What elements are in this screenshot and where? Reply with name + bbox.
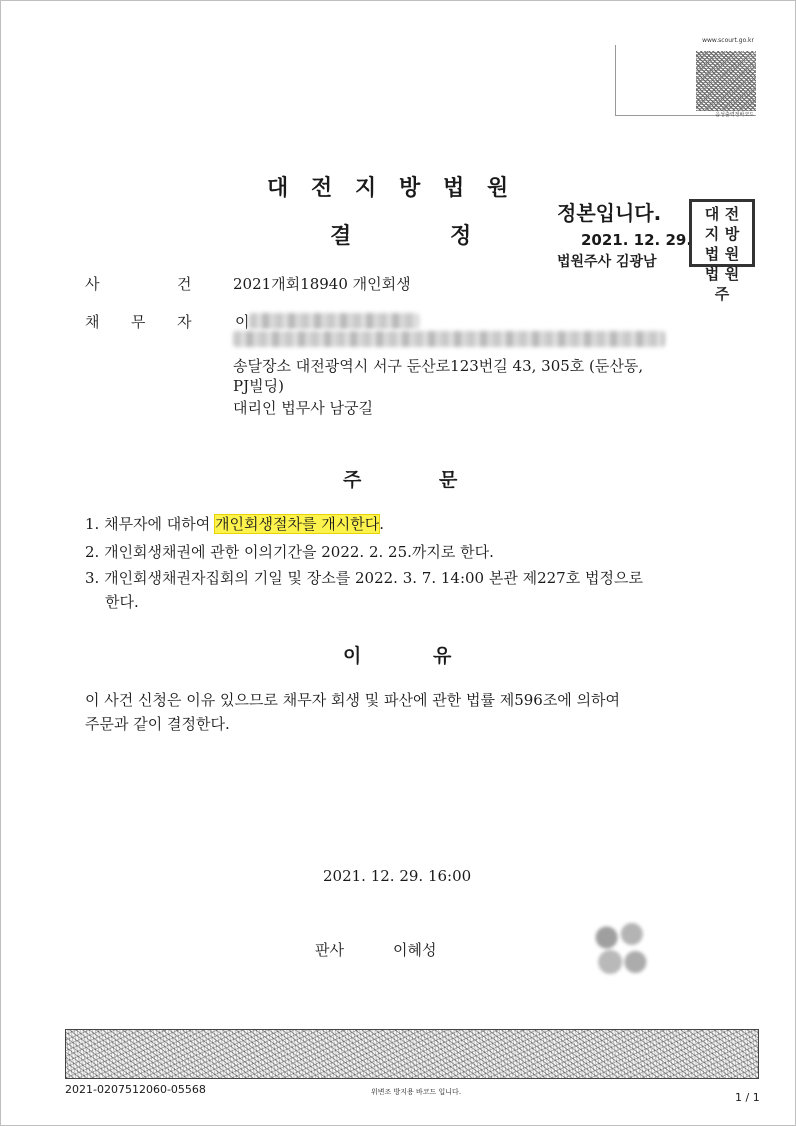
order-heading: 주 문: [343, 469, 458, 491]
document-number: 2021-0207512060-05568: [65, 1083, 206, 1096]
highlighted-commencement: 개인회생절차를 개시한다: [215, 515, 380, 533]
order-item-3-line2: 한다.: [105, 593, 139, 611]
debtor-agent: 대리인 법무사 남궁길: [233, 399, 373, 417]
service-address-line2: PJ빌딩): [233, 377, 284, 395]
service-address-line1: 송달장소 대전광역시 서구 둔산로123번길 43, 305호 (둔산동,: [233, 357, 644, 375]
document-title: 결 정: [330, 223, 472, 249]
case-label: 사 건: [85, 275, 192, 293]
judge-title: 판사: [315, 941, 344, 959]
certified-date: 2021. 12. 29.: [581, 231, 693, 249]
court-official-seal: 대 전 지 방 법 원 법 원 주: [689, 199, 755, 267]
order-item-1: 1. 채무자에 대하여 개인회생절차를 개시한다.: [85, 515, 384, 533]
barcode-notice: 위변조 방지용 바코드 입니다.: [371, 1088, 462, 1096]
barcode-url: www.scourt.go.kr: [702, 37, 754, 44]
reason-line1: 이 사건 신청은 이유 있으므로 채무자 회생 및 파산에 관한 법률 제596조에 의하여: [85, 691, 621, 709]
page-number: 1 / 1: [735, 1091, 760, 1104]
debtor-label: 채 무 자: [85, 313, 192, 331]
reason-line2: 주문과 같이 결정한다.: [85, 715, 230, 733]
certified-copy-label: 정본입니다.: [557, 201, 662, 225]
barcode-box: [615, 37, 756, 118]
barcode-pattern-icon: [696, 51, 756, 111]
court-name: 대 전 지 방 법 원: [267, 175, 509, 201]
barcode-caption: 음성출력정바코드: [715, 112, 754, 118]
case-number: 2021개회18940 개인회생: [233, 275, 411, 293]
decision-datetime: 2021. 12. 29. 16:00: [323, 867, 472, 885]
order-item-2: 2. 개인회생채권에 관한 이의기간을 2022. 2. 25.까지로 한다.: [85, 543, 494, 561]
debtor-name-visible: 이: [235, 313, 250, 331]
anti-forgery-barcode: [65, 1029, 759, 1079]
redacted-debtor-name: [249, 313, 419, 329]
judge-seal-icon: [585, 913, 657, 983]
certifying-official: 법원주사 김광남: [557, 254, 657, 270]
reason-heading: 이 유: [343, 645, 452, 667]
redacted-debtor-address: [233, 331, 665, 347]
judge-name: 이혜성: [393, 941, 437, 959]
order-item-3-line1: 3. 개인회생채권자집회의 기일 및 장소를 2022. 3. 7. 14:00 본관 제227호 법정으로: [85, 569, 643, 587]
